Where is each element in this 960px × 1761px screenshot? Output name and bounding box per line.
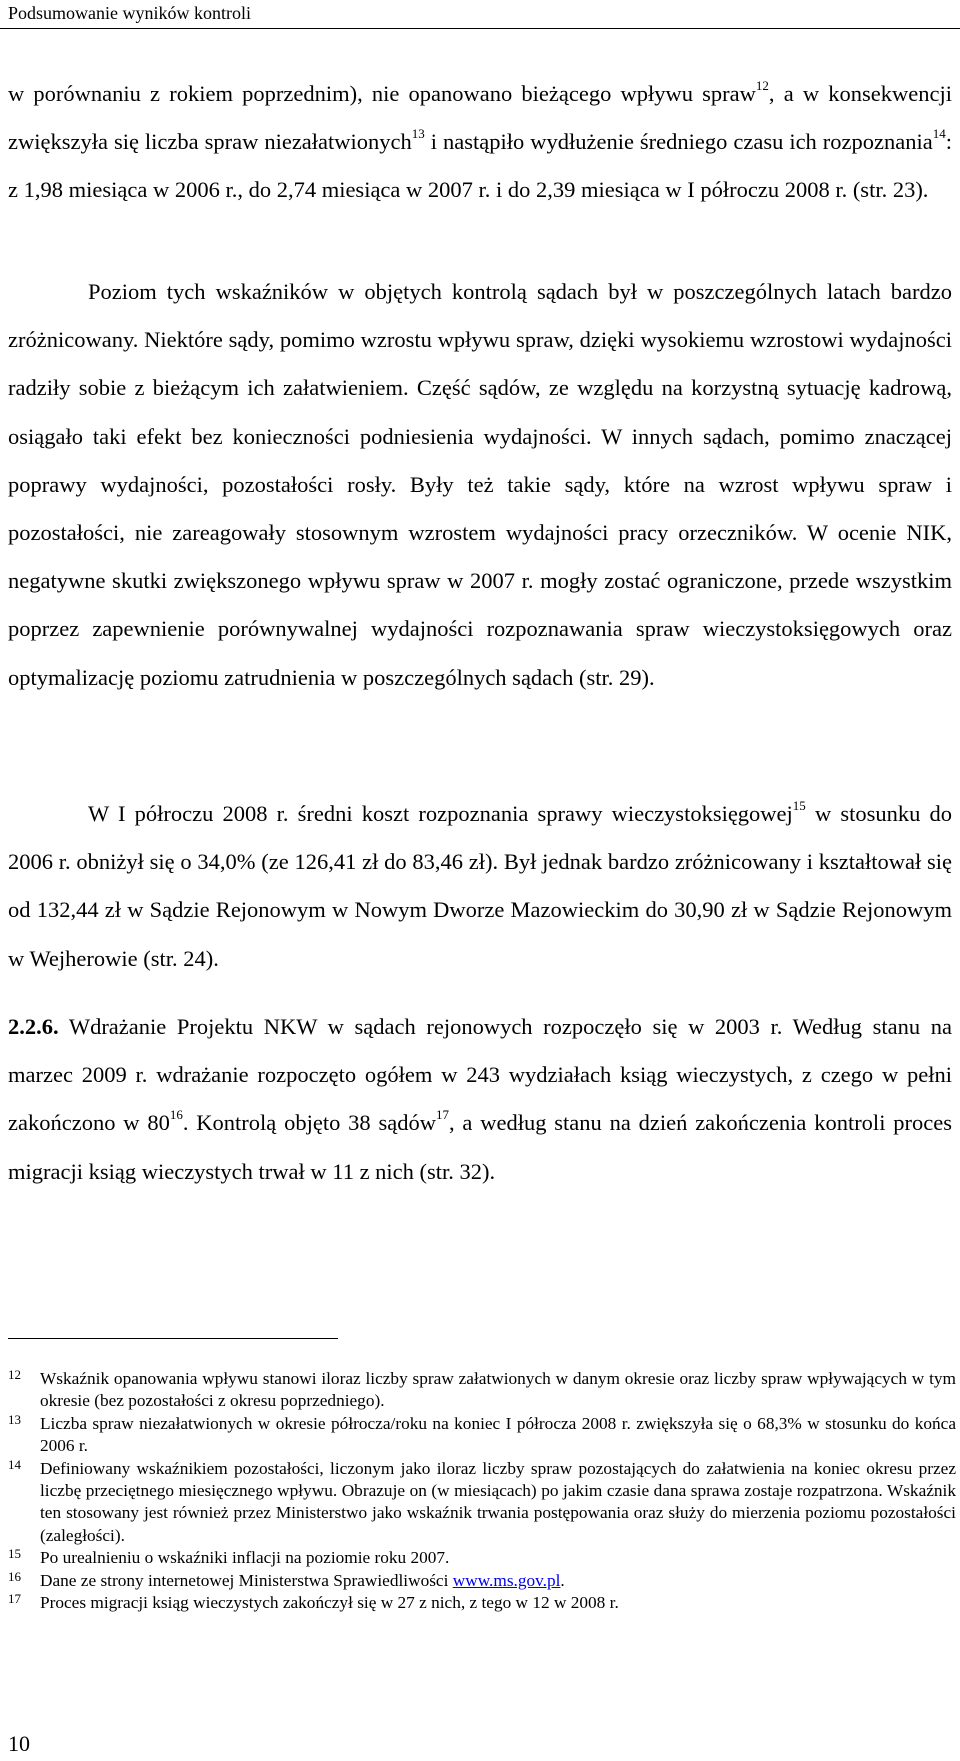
footnote-ref-16[interactable]: 16 [169, 1107, 183, 1123]
footnote-text: Dane ze strony internetowej Ministerstwa Sprawiedliwości [40, 1570, 453, 1590]
footnote-number: 14 [8, 1456, 21, 1472]
footnote-ref-17[interactable]: 17 [435, 1107, 449, 1123]
footnote-text-end: . [560, 1570, 565, 1590]
paragraph-4-text-a: Wdrażanie Projektu NKW w sądach rejonowych rozpoczęło się w 2003 r. Według stanu na marzec 2009 r. wdrażanie rozpoczęto ogółem w 243 wydziałach ksiąg wieczystych, z czego w pełni zakończono w 80 [8, 1014, 952, 1136]
footnote-text: Definiowany wskaźnikiem pozostałości, liczonym jako iloraz liczby spraw pozostających do załatwienia na koniec okresu przez liczbę przeciętnego miesięcznego wpływu. Obrazuje on (w miesiącach) po jakim czasie dana sprawa zostaje rozpatrzona. Wskaźnik ten stosowany jest również przez Ministerstwo jako wskaźnik trwania postępowania oraz służy do mierzenia poziomu pozostałości (zaległości). [40, 1458, 956, 1545]
footnote-ref-15[interactable]: 15 [792, 798, 806, 813]
footnote-separator [8, 1338, 338, 1339]
footnote-text: Liczba spraw niezałatwionych w okresie półrocza/roku na koniec I półrocza 2008 r. zwiększyła się o 68,3% w stosunku do końca 2006 r. [40, 1413, 956, 1456]
section-number: 2.2.6. [8, 1014, 59, 1039]
footnote-15 [8, 1547, 956, 1569]
footnote-ref-14[interactable]: 14 [932, 126, 946, 142]
footnote-14 [8, 1458, 956, 1548]
paragraph-1-text-d: : z 1,98 miesiąca w 2006 r., do 2,74 miesiąca w 2007 r. i do 2,39 miesiąca w I półroczu 2008 r. (str. 23). [8, 129, 952, 203]
paragraph-1-text-c: i nastąpiło wydłużenie średniego czasu ich rozpoznania [424, 129, 933, 155]
paragraph-1-text-b: , a w konsekwencji zwiększyła się liczba spraw niezałatwionych [8, 81, 952, 155]
footnote-number: 15 [8, 1546, 21, 1562]
footnote-13 [8, 1413, 956, 1458]
header-rule [0, 28, 960, 29]
footnote-text: Wskaźnik opanowania wpływu stanowi iloraz liczby spraw załatwionych w danym okresie oraz liczby spraw wpływających w tym okresie (bez pozostałości z okresu poprzedniego). [40, 1369, 956, 1411]
footnotes [8, 1368, 956, 1614]
footnote-text: Proces migracji ksiąg wieczystych zakończył się w 27 z nich, z tego w 12 w 2008 r. [40, 1593, 619, 1613]
page-number: 10 [8, 1731, 30, 1756]
paragraph-1 [8, 70, 952, 215]
footnote-text: Po urealnieniu o wskaźniki inflacji na poziomie roku 2007. [40, 1548, 450, 1568]
footnote-12 [8, 1368, 956, 1413]
paragraph-3 [8, 790, 952, 983]
paragraph-4-text-c: , a według stanu na dzień zakończenia kontroli proces migracji ksiąg wieczystych trwał w 11 z nich (str. 32). [8, 1110, 952, 1184]
paragraph-2 [8, 268, 952, 702]
footnote-17 [8, 1592, 956, 1614]
footnote-16 [8, 1570, 956, 1592]
paragraph-1-text-a: w porównaniu z rokiem poprzednim), nie opanowano bieżącego wpływu spraw [8, 81, 756, 106]
paragraph-3-text-a: W I półroczu 2008 r. średni koszt rozpoznania sprawy wieczystoksięgowej [88, 801, 793, 826]
footnote-ref-13[interactable]: 13 [411, 126, 425, 142]
paragraph-4 [8, 1003, 952, 1196]
paragraph-4-text-b: . Kontrolą objęto 38 sądów [182, 1110, 436, 1136]
footnote-number: 16 [8, 1568, 21, 1584]
ministry-website-link[interactable]: www.ms.gov.pl [452, 1570, 561, 1590]
paragraph-2-text: Poziom tych wskaźników w objętych kontrolą sądach był w poszczególnych latach bardzo zróżnicowany. Niektóre sądy, pomimo wzrostu wpływu spraw, dzięki wysokiemu wzrostowi wydajności radziły sobie z bieżącym ich załatwieniem. Część sądów, ze względu na korzystną sytuację kadrową, osiągało taki efekt bez konieczności podniesienia wydajności. W innych sądach, pomimo znaczącej poprawy wydajności, pozostałości rosły. Były też takie sądy, które na wzrost wpływu spraw i pozostałości, nie zareagowały stosownym wzrostem wydajności pracy orzeczników. W ocenie NIK, negatywne skutki zwiększonego wpływu spraw w 2007 r. mogły zostać ograniczone, przede wszystkim poprzez zapewnienie porównywalnej wydajności rozpoznawania spraw wieczystoksięgowych oraz optymalizację poziomu zatrudnienia w poszczególnych sądach (str. 29). [8, 279, 952, 690]
footnote-ref-12[interactable]: 12 [755, 78, 769, 93]
footnote-number: 13 [8, 1411, 21, 1427]
running-header: Podsumowanie wyników kontroli [8, 3, 251, 23]
footnote-number: 12 [8, 1367, 21, 1382]
footnote-number: 17 [8, 1591, 21, 1607]
paragraph-3-text-b: w stosunku do 2006 r. obniżył się o 34,0% (ze 126,41 zł do 83,46 zł). Był jednak bardzo zróżnicowany i kształtował się od 132,44 zł w Sądzie Rejonowym w Nowym Dworze Mazowieckim do 30,90 zł w Sądzie Rejonowym w Wejherowie (str. 24). [8, 801, 952, 971]
